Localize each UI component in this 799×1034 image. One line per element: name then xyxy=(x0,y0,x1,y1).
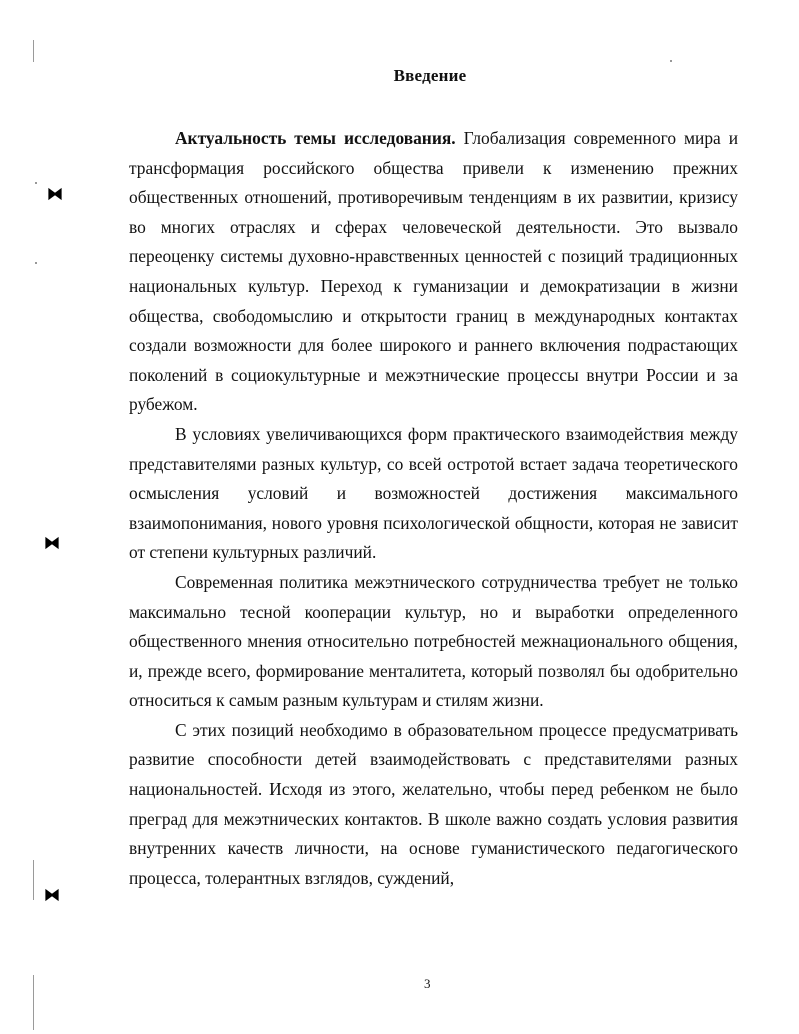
paragraph-text: В условиях увеличивающихся форм практического взаимодействия между представителями разных культур, со всей остротой встает задача теоретического осмысления условий и возможностей достижения максимального взаимопонимания, нового уровня психологической общности, которая не зависит от степени культурных различий. xyxy=(129,423,738,563)
paragraph-lead: Актуальность темы исследования. xyxy=(175,128,456,148)
body-text xyxy=(129,124,738,893)
paragraph xyxy=(129,568,738,716)
scan-speck xyxy=(35,262,37,264)
paragraph xyxy=(129,124,738,420)
paragraph xyxy=(129,716,738,894)
binding-hole-mark-icon: ⧓ xyxy=(44,887,60,904)
binding-hole-mark-icon: ⧓ xyxy=(47,186,63,203)
scan-margin-line xyxy=(33,975,34,1030)
scan-speck xyxy=(35,182,37,184)
paragraph-text: С этих позиций необходимо в образовательном процессе предусматривать развитие способности детей взаимодействовать с представителями разных национальностей. Исходя из этого, желательно, чтобы перед ребенком не было преград для межэтнических контактов. В школе важно создать условия развития внутренних качеств личности, на основе гуманистического педагогического процесса, толерантных взглядов, суждений, xyxy=(129,719,738,888)
paragraph-text: Современная политика межэтнического сотрудничества требует не только максимально тесной кооперации культур, но и выработки определенного общественного мнения относительно потребностей межнационального общения, и, прежде всего, формирование менталитета, который позволял бы одобрительно относиться к самым разным культурам и стилям жизни. xyxy=(129,571,738,711)
page-title: Введение xyxy=(393,66,467,85)
page-number: 3 xyxy=(424,976,431,991)
binding-hole-mark-icon: ⧓ xyxy=(44,535,60,552)
scan-margin-line xyxy=(33,860,34,900)
paragraph xyxy=(129,420,738,568)
scan-speck xyxy=(670,60,672,62)
paragraph-text: Глобализация современного мира и трансформация российского общества привели к изменению прежних общественных отношений, противоречивым тенденциям в их развитии, кризису во многих отраслях и сферах человеческой деятельности. Это вызвало переоценку системы духовно-нравственных ценностей с позиций традиционных национальных культур. Переход к гуманизации и демократизации в жизни общества, свободомыслию и открытости границ в международных контактах создали возможности для более широкого и раннего включения подрастающих поколений в социокультурные и межэтнические процессы внутри России и за рубежом. xyxy=(129,128,739,415)
scan-margin-line xyxy=(33,40,34,62)
